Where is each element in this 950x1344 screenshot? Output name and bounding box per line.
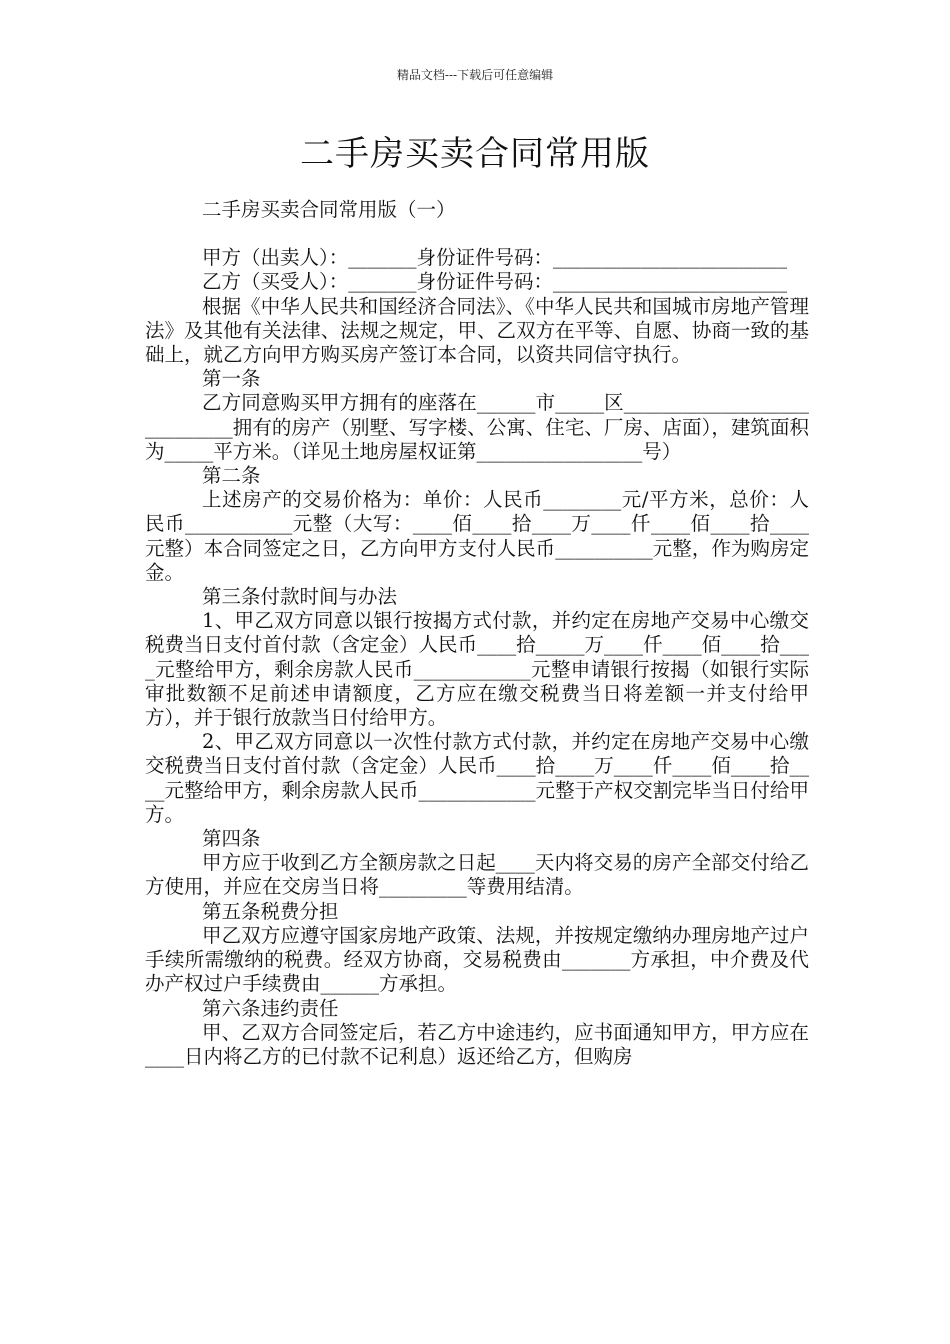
preamble-paragraph: 根据《中华人民共和国经济合同法》、《中华人民共和国城市房地产管理法》及其他有关法律、法规之规定，甲、乙双方在平等、自愿、协商一致的基础上，就乙方向甲方购买房产签订本合同，以资共同信守执行。 (145, 294, 809, 367)
article-heading: 第六条违约责任 (202, 996, 339, 1020)
subtitle: 二手房买卖合同常用版（一） (202, 198, 456, 221)
article-paragraph: 1、甲乙双方同意以银行按揭方式付款，并约定在房地产交易中心缴交税费当日支付首付款（含定金）人民币____拾_____万____仟____佰____拾____元整给甲方，剩余房款人民币____________元整申请银行按揭（如银行实际审批数额不足前述申请额度，乙方应在缴交税费当日将差额一并支付给甲方），并于银行放款当日付给甲方。 (145, 609, 809, 730)
article-paragraph: 2、甲乙双方同意以一次性付款方式付款，并约定在房地产交易中心缴交税费当日支付首付款（含定金）人民币____拾____万____仟____佰____拾____元整给甲方，剩余房款人民币____________元整于产权交割完毕当日付给甲方。 (145, 730, 809, 826)
article-paragraph: 甲乙双方应遵守国家房地产政策、法规，并按规定缴纳办理房地产过户手续所需缴纳的税费。经双方协商，交易税费由_______方承担，中介费及代办产权过户手续费由______方承担。 (145, 923, 809, 996)
document-title: 二手房买卖合同常用版 (300, 134, 650, 174)
article-paragraph: 上述房产的交易价格为：单价：人民币________元/平方米，总价：人民币___________元整（大写：____佰____拾____万____仟____佰____拾____元整）本合同签定之日，乙方向甲方支付人民币__________元整，作为购房定金。 (145, 488, 809, 584)
article-heading: 第三条付款时间与办法 (202, 585, 398, 609)
article-heading: 第四条 (202, 827, 261, 851)
party-b-line: 乙方（买受人）：_______身份证件号码：________________________ (202, 270, 788, 294)
article-heading: 第二条 (202, 464, 261, 488)
page-header: 精品文档---下载后可任意编辑 (396, 68, 554, 82)
article-paragraph: 甲、乙双方合同签定后，若乙方中途违约，应书面通知甲方，甲方应在____日内将乙方的已付款不记利息）返还给乙方，但购房 (145, 1020, 809, 1068)
article-paragraph: 乙方同意购买甲方拥有的座落在______市_____区____________________________拥有的房产（别墅、写字楼、公寓、住宅、厂房、店面），建筑面积为_____平方米。（详见土地房屋权证第_________________号） (145, 391, 809, 463)
document-body (145, 198, 809, 1069)
party-a-line: 甲方（出卖人）：_______身份证件号码：________________________ (202, 246, 788, 270)
article-heading: 第五条税费分担 (202, 899, 339, 923)
article-heading: 第一条 (202, 367, 261, 391)
article-paragraph: 甲方应于收到乙方全额房款之日起____天内将交易的房产全部交付给乙方使用，并应在交房当日将_________等费用结清。 (145, 851, 809, 899)
